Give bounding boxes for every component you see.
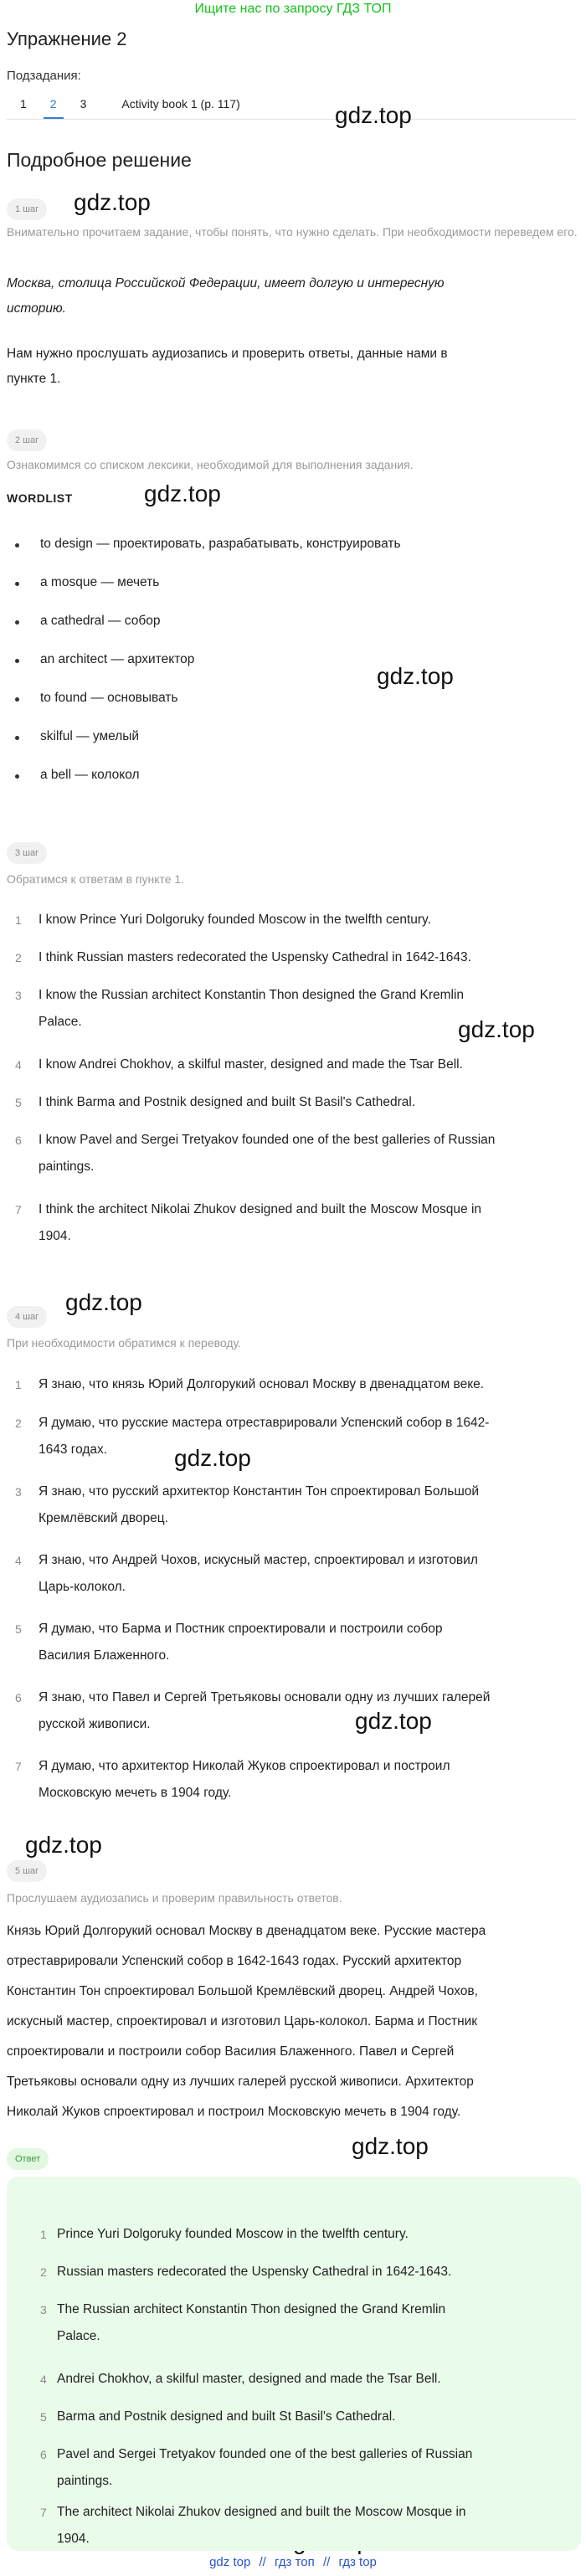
item-text: Palace. [57, 2329, 100, 2343]
subtask-tabs [7, 89, 252, 119]
answer-item [15, 2441, 576, 2495]
search-banner: Ищите нас по запросу ГДЗ ТОП [194, 2, 392, 16]
task-text: Нам нужно прослушать аудиозапись и проверить ответы, данные нами в [7, 347, 448, 361]
footer-links [0, 2555, 586, 2569]
translation-line: Константин Тон спроектировал Большой Кремлёвский дворец. Андрей Чохов, [7, 1984, 478, 1998]
translation-line: Третьяковы основали одну из лучших галерей русской живописи. Архитектор [7, 2075, 474, 2089]
italic-sentence: Москва, столица Российской Федерации, имеет долгую и интересную [7, 276, 445, 291]
item-number: 6 [15, 1134, 22, 1147]
answer-item [15, 2296, 576, 2350]
item-text: paintings. [57, 2474, 113, 2488]
item-text: Barma and Postnik designed and built St Basil's Cathedral. [57, 2409, 396, 2424]
step-badge: 1 шаг [7, 198, 47, 220]
tab-1[interactable]: 1 [20, 97, 27, 111]
item-text: I know the Russian architect Konstantin Thon designed the Grand Kremlin [39, 988, 465, 1002]
item-text: I think Barma and Postnik designed and built St Basil's Cathedral. [39, 1095, 416, 1109]
item-number: 4 [15, 1554, 22, 1567]
item-number: 3 [15, 989, 22, 1002]
footer-link[interactable]: гдз top [338, 2555, 377, 2569]
footer-separator: // [259, 2555, 266, 2569]
item-number: 4 [40, 2373, 47, 2386]
step-badge: 3 шаг [7, 842, 47, 864]
item-text: 1904. [57, 2532, 90, 2546]
item-text: 1904. [39, 1229, 71, 1243]
item-text: Palace. [39, 1015, 82, 1029]
step-badge: 2 шаг [7, 429, 47, 451]
item-number: 5 [15, 1622, 22, 1636]
list-item [7, 1547, 584, 1601]
watermark: gdz.top [174, 1445, 251, 1471]
vocab-text: to design — проектировать, разрабатывать, конструировать [40, 537, 401, 551]
list-item [17, 575, 159, 590]
list-item [7, 1753, 584, 1807]
item-text: Московскую мечеть в 1904 году. [39, 1786, 232, 1800]
list-item [17, 729, 139, 744]
item-text: Кремлёвский дворец. [39, 1511, 168, 1525]
item-number: 2 [15, 1417, 22, 1430]
vocab-text: an architect — архитектор [40, 652, 195, 666]
list-item [17, 537, 401, 552]
vocab-text: a cathedral — собор [40, 614, 161, 628]
wordlist-title: WORDLIST [7, 491, 73, 505]
list-item [7, 1684, 584, 1738]
vocab-text: a bell — колокол [40, 768, 140, 782]
item-number: 3 [15, 1485, 22, 1499]
vocab-text: skilful — умелый [40, 729, 140, 743]
item-number: 7 [40, 2506, 47, 2519]
watermark: gdz.top [144, 481, 221, 506]
item-text: Andrei Chokhov, a skilful master, designed and made the Tsar Bell. [57, 2372, 441, 2386]
step-hint: Ознакомимся со списком лексики, необходимой для выполнения задания. [7, 458, 414, 471]
list-item [7, 1616, 584, 1669]
item-text: I know Pavel and Sergei Tretyakov founded one of the best galleries of Russian [39, 1133, 496, 1147]
item-text: Царь-колокол. [39, 1580, 126, 1594]
item-text: I know Andrei Chokhov, a skilful master, designed and made the Tsar Bell. [39, 1057, 463, 1072]
watermark: gdz.top [355, 1708, 432, 1734]
item-number: 1 [15, 913, 22, 927]
watermark: gdz.top [352, 2133, 429, 2159]
item-number: 1 [40, 2228, 47, 2241]
watermark: gdz.top [377, 663, 454, 689]
item-number: 4 [15, 1058, 22, 1072]
list-item [17, 768, 140, 783]
translation-line: Князь Юрий Долгорукий основал Москву в двенадцатом веке. Русские мастера [7, 1924, 486, 1938]
item-text: 1643 годах. [39, 1442, 108, 1457]
translation-line: Николай Жуков спроектировал и построил Московскую мечеть в 1904 году. [7, 2105, 461, 2119]
item-text: Я знаю, что Андрей Чохов, искусный мастер, спроектировал и изготовил [39, 1553, 478, 1567]
item-text: The Russian architect Konstantin Thon designed the Grand Kremlin [57, 2302, 446, 2316]
answer-item [15, 2259, 576, 2285]
item-text: Я думаю, что Барма и Постник спроектировали и построили собор [39, 1622, 443, 1636]
translation-line: спроектировали и построили собор Василия Блаженного. Павел и Сергей [7, 2044, 455, 2059]
translation-line: искусный мастер, спроектировал и изготовил Царь-колокол. Барма и Постник [7, 2014, 478, 2028]
item-text: I think Russian masters redecorated the Uspensky Cathedral in 1642-1643. [39, 950, 471, 964]
item-number: 5 [40, 2410, 47, 2424]
step-badge: 5 шаг [7, 1860, 47, 1882]
item-text: Я думаю, что русские мастера отреставрировали Успенский собор в 1642- [39, 1416, 490, 1430]
watermark: gdz.top [458, 1016, 535, 1042]
answer-item [15, 2221, 576, 2248]
step-hint: Обратимся к ответам в пункте 1. [7, 872, 185, 886]
tabs-divider [7, 119, 576, 120]
footer-link[interactable]: гдз топ [275, 2555, 315, 2569]
footer-link[interactable]: gdz top [209, 2555, 251, 2569]
italic-sentence: историю. [7, 301, 66, 316]
list-item [7, 1127, 584, 1180]
item-text: Я думаю, что архитектор Николай Жуков спроектировал и построил [39, 1759, 450, 1773]
step-hint: Внимательно прочитаем задание, чтобы понять, что нужно сделать. При необходимости переведем его. [7, 225, 578, 239]
item-text: Russian masters redecorated the Uspensky Cathedral in 1642-1643. [57, 2265, 452, 2279]
item-text: Prince Yuri Dolgoruky founded Moscow in the twelfth century. [57, 2227, 409, 2241]
translation-line: отреставрировали Успенский собор в 1642-1643 годах. Русский архитектор [7, 1954, 462, 1968]
list-item [17, 614, 160, 629]
solution-heading: Подробное решение [7, 149, 192, 171]
list-item [7, 982, 584, 1036]
list-item [7, 1478, 584, 1532]
item-text: The architect Nikolai Zhukov designed and built the Moscow Mosque in [57, 2505, 466, 2519]
page-title: Упражнение 2 [7, 28, 127, 49]
item-number: 2 [15, 951, 22, 964]
item-text: Pavel and Sergei Tretyakov founded one of the best galleries of Russian [57, 2447, 473, 2461]
task-text: пункте 1. [7, 372, 61, 386]
step-hint: При необходимости обратимся к переводу. [7, 1336, 242, 1350]
item-number: 6 [40, 2448, 47, 2461]
item-number: 5 [15, 1096, 22, 1109]
subtasks-label: Подзадания: [7, 69, 81, 83]
answer-item [15, 2404, 576, 2430]
item-text: Я знаю, что князь Юрий Долгорукий основал Москву в двенадцатом веке. [39, 1377, 485, 1391]
list-item [7, 1051, 584, 1078]
item-number: 3 [40, 2303, 47, 2316]
list-item [17, 652, 194, 667]
item-text: paintings. [39, 1159, 95, 1174]
list-item [7, 1410, 584, 1463]
vocab-text: a mosque — мечеть [40, 575, 160, 589]
watermark: gdz.top [74, 189, 151, 215]
list-item [7, 1089, 584, 1116]
list-item [7, 1371, 584, 1398]
item-text: Я знаю, что русский архитектор Константин Тон спроектировал Большой [39, 1484, 480, 1499]
tab-activity-book[interactable]: Activity book 1 (p. 117) [121, 97, 240, 111]
footer-separator: // [322, 2555, 331, 2569]
watermark: gdz.top [65, 1289, 142, 1315]
list-item [17, 691, 178, 706]
list-item [7, 907, 584, 933]
item-number: 1 [15, 1378, 22, 1391]
item-number: 6 [15, 1691, 22, 1704]
item-text: I know Prince Yuri Dolgoruky founded Moscow in the twelfth century. [39, 913, 431, 927]
answer-item [15, 2366, 576, 2393]
watermark: gdz.top [335, 102, 412, 128]
watermark: gdz.top [25, 1832, 102, 1858]
item-number: 7 [15, 1760, 22, 1773]
list-item [7, 1196, 584, 1250]
list-item [7, 944, 584, 971]
item-text: Василия Блаженного. [39, 1648, 170, 1663]
tab-3[interactable]: 3 [80, 97, 87, 111]
item-text: I think the architect Nikolai Zhukov designed and built the Moscow Mosque in [39, 1202, 482, 1216]
step-badge: 4 шаг [7, 1306, 47, 1328]
item-text: русской живописи. [39, 1717, 151, 1731]
item-text: Я знаю, что Павел и Сергей Третьяковы основали одну из лучших галерей [39, 1690, 491, 1704]
item-number: 2 [40, 2265, 47, 2279]
answer-badge: Ответ [7, 2148, 49, 2170]
vocab-text: to found — основывать [40, 691, 178, 705]
answer-item [15, 2499, 576, 2553]
tab-2[interactable]: 2 [39, 89, 69, 119]
step-hint: Прослушаем аудиозапись и проверим правильность ответов. [7, 1891, 342, 1905]
item-number: 7 [15, 1203, 22, 1216]
